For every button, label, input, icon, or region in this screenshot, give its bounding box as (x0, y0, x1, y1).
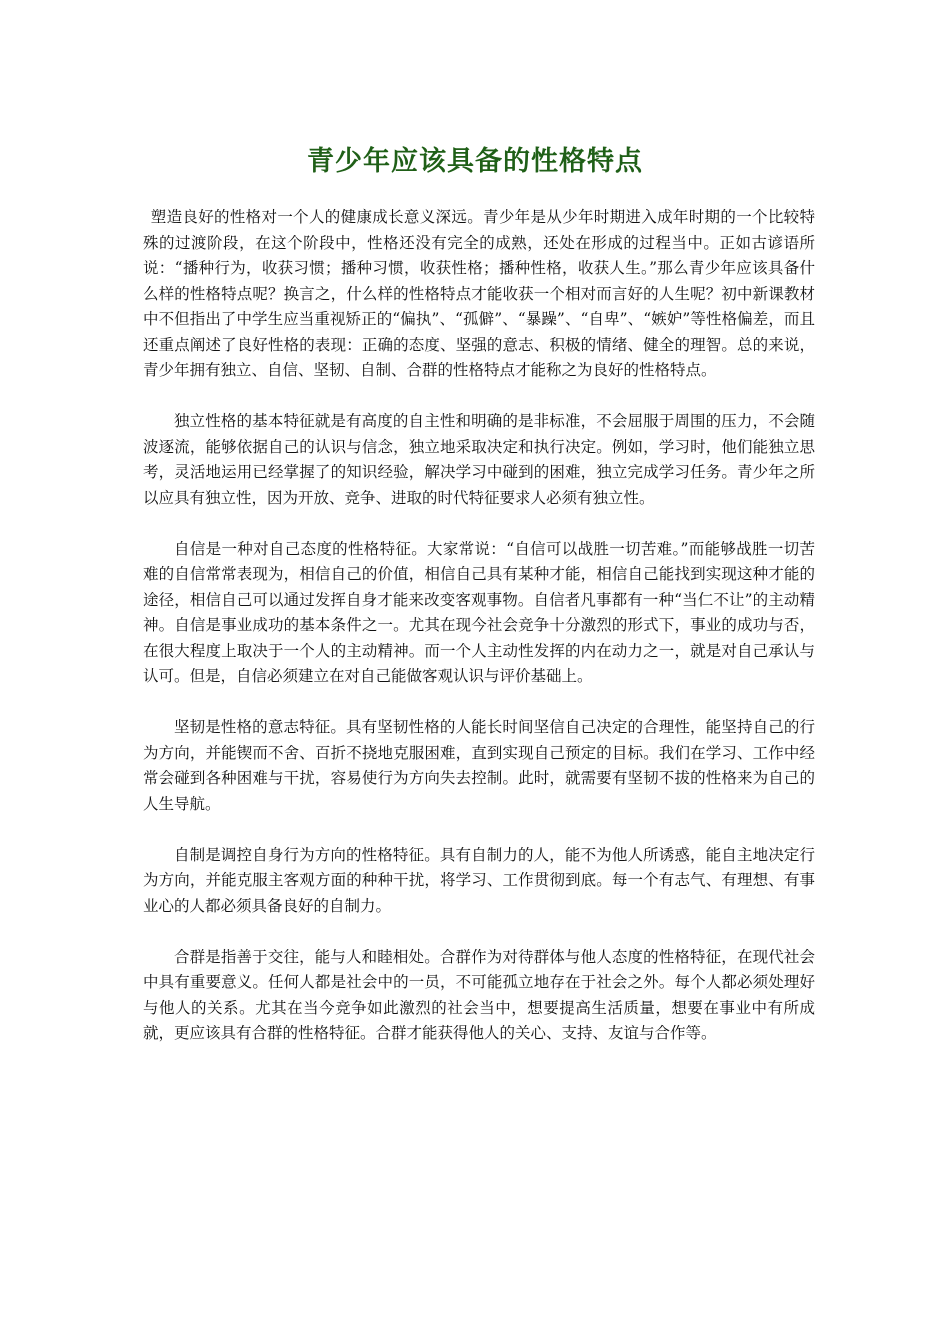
paragraph-confidence: 自信是一种对自己态度的性格特征。大家常说：“自信可以战胜一切苦难。”而能够战胜一切苦难的自信常常表现为，相信自己的价值，相信自己具有某种才能，相信自己能找到实现这种才能的途径，相信自己可以通过发挥自身才能来改变客观事物。自信者凡事都有一种“当仁不让”的主动精神。自信是事业成功的基本条件之一。尤其在现今社会竞争十分激烈的形式下，事业的成功与否，在很大程度上取决于一个人的主动精神。而一个人主动性发挥的内在动力之一，就是对自己承认与认可。但是，自信必须建立在对自己能做客观认识与评价基础上。 (143, 539, 815, 685)
paragraph-sociability: 合群是指善于交往，能与人和睦相处。合群作为对待群体与他人态度的性格特征，在现代社会中具有重要意义。任何人都是社会中的一员，不可能孤立地存在于社会之外。每个人都必须处理好与他人的关系。尤其在当今竞争如此激烈的社会当中，想要提高生活质量，想要在事业中有所成就，更应该具有合群的性格特征。合群才能获得他人的关心、支持、友谊与合作等。 (143, 947, 815, 1042)
paragraph-intro: 塑造良好的性格对一个人的健康成长意义深远。青少年是从少年时期进入成年时期的一个比较特殊的过渡阶段，在这个阶段中，性格还没有完全的成熟，还处在形成的过程当中。正如古谚语所说：“播种行为，收获习惯；播种习惯，收获性格；播种性格，收获人生。”那么青少年应该具备什么样的性格特点呢？换言之，什么样的性格特点才能收获一个相对而言好的人生呢？初中新课教材中不但指出了中学生应当重视矫正的“偏执”、“孤僻”、“暴躁”、“自卑”、“嫉妒”等性格偏差，而且还重点阐述了良好性格的表现：正确的态度、坚强的意志、积极的情绪、健全的理智。总的来说，青少年拥有独立、自信、坚韧、自制、合群的性格特点才能称之为良好的性格特点。 (143, 208, 815, 379)
paragraph-tenacity: 坚韧是性格的意志特征。具有坚韧性格的人能长时间坚信自己决定的合理性，能坚持自己的行为方向，并能锲而不舍、百折不挠地克服困难，直到实现自己预定的目标。我们在学习、工作中经常会碰到各种困难与干扰，容易使行为方向失去控制。此时，就需要有坚韧不拔的性格来为自己的人生导航。 (143, 718, 815, 813)
paragraph-self-control: 自制是调控自身行为方向的性格特征。具有自制力的人，能不为他人所诱惑，能自主地决定行为方向，并能克服主客观方面的种种干扰，将学习、工作贯彻到底。每一个有志气、有理想、有事业心的人都必须具备良好的自制力。 (143, 845, 815, 915)
page-title: 青少年应该具备的性格特点 (307, 146, 643, 177)
paragraph-independence: 独立性格的基本特征就是有高度的自主性和明确的是非标准，不会屈服于周围的压力，不会随波逐流，能够依据自己的认识与信念，独立地采取决定和执行决定。例如，学习时，他们能独立思考，灵活地运用已经掌握了的知识经验，解决学习中碰到的困难，独立完成学习任务。青少年之所以应具有独立性，因为开放、竞争、进取的时代特征要求人必须有独立性。 (143, 412, 815, 507)
article-body (143, 205, 815, 1072)
